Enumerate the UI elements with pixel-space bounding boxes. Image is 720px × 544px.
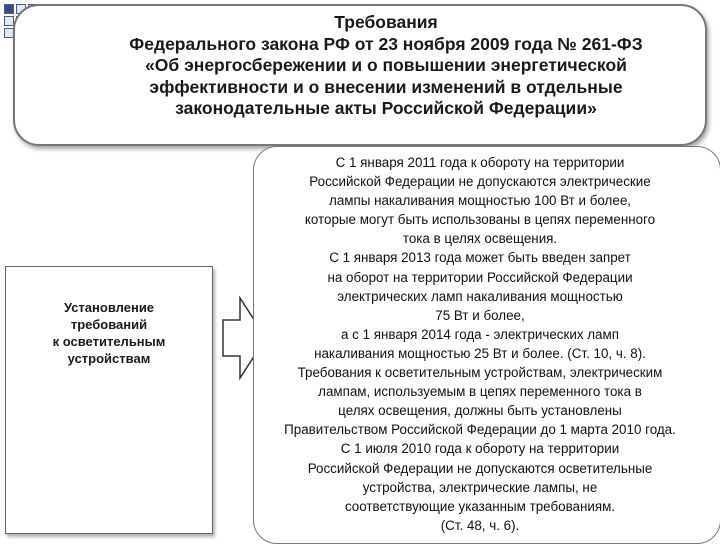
title-line: законодательные акты Российской Федерации» [175,98,597,119]
details-line: Требования к осветительным устройствам, электрическим [297,365,663,381]
details-text [238,153,720,535]
title-line: Требования [334,12,438,32]
details-line: (Ст. 48, ч. 6). [440,517,520,533]
details-line: на оборот на территории Российской Федерации [327,269,633,285]
title-line: Федерального закона РФ от 23 ноября 2009 года № 261-ФЗ [129,33,643,54]
label-line: устройствам [67,351,151,366]
label-line: Установление [63,300,155,315]
details-line: Российской Федерации не допускаются осветительные [307,460,653,476]
details-line: Российской Федерации не допускаются электрические [309,174,651,190]
title-line: эффективности и о внесении изменений в отдельные [149,76,623,97]
details-line: а с 1 января 2014 года - электрических ламп [341,326,619,342]
deco-square [4,4,14,14]
details-line: Правительством Российской Федерации до 1 марта 2010 года. [284,422,676,438]
details-line: С 1 июля 2010 года к обороту на территории [340,441,620,457]
details-line: С 1 января 2011 года к обороту на территории [335,155,625,170]
details-line: лампы накаливания мощностью 100 Вт и более, [329,193,631,209]
details-line: устройства, электрические лампы, не [362,479,598,495]
label-line: к осветительным [52,334,166,349]
details-line: целях освещения, должны быть установлены [338,403,622,419]
details-line: соответствующие указанным требованиям. [344,498,616,514]
details-line: тока в целях освещения. [402,231,558,247]
details-line: лампам, используемым в цепях переменного тока в [318,384,642,400]
details-line: которые могут быть использованы в цепях переменного [304,212,656,228]
requirements-box [5,266,213,534]
details-line: С 1 января 2013 года может быть введен запрет [329,250,631,266]
details-line: 75 Вт и более, [435,307,525,323]
details-line: накаливания мощностью 25 Вт и более. (Ст. 10, ч. 8). [314,345,646,361]
page-title [60,12,712,120]
label-line: требований [70,317,148,332]
details-line: электрических ламп накаливания мощностью [337,288,623,304]
requirements-label [6,299,212,367]
title-line: «Об энергосбережении и о повышении энергетической [145,55,627,76]
